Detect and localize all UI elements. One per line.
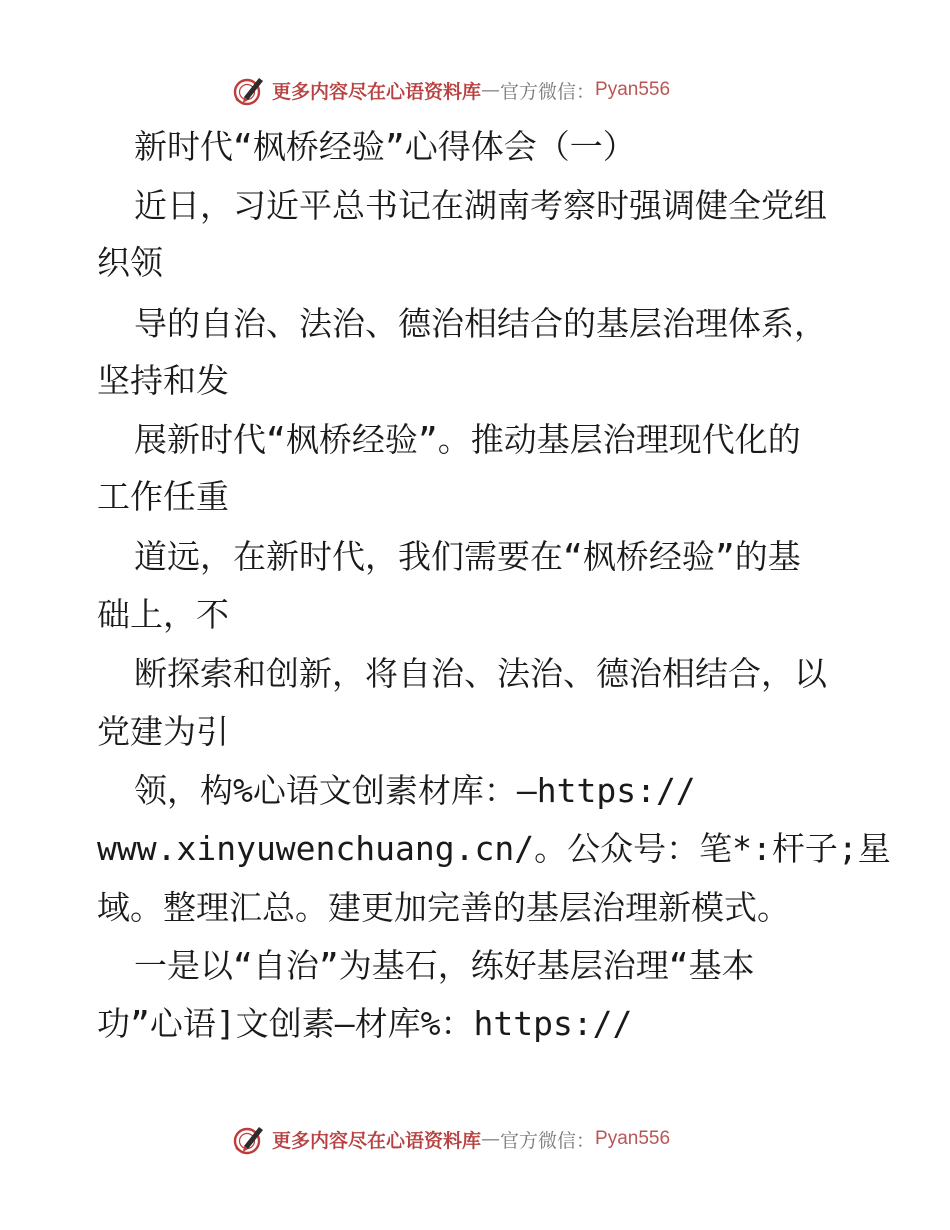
banner-wechat-label: 官方微信：	[500, 80, 596, 103]
doc-line: 工作任重	[97, 477, 229, 516]
doc-line: 功”心语]文创素—材库%：https://	[97, 1004, 633, 1043]
doc-line: 党建为引	[97, 712, 229, 751]
doc-line: 领，构%心语文创素材库：—https://	[134, 771, 696, 810]
doc-line: www.xinyuwenchuang.cn/。公众号：笔*:杆子;星	[97, 829, 891, 868]
fountain-pen-logo-icon	[232, 73, 266, 107]
header-banner	[232, 70, 670, 110]
banner-wechat-id: Pyan556	[595, 1128, 671, 1149]
doc-line: 道远，在新时代，我们需要在“枫桥经验”的基	[134, 537, 801, 576]
doc-line: 近日，习近平总书记在湖南考察时强调健全党组	[134, 186, 827, 225]
banner-separator: —	[481, 1128, 501, 1150]
doc-line: 础上，不	[97, 595, 229, 634]
banner-wechat-id: Pyan556	[595, 79, 671, 100]
banner-separator: —	[481, 79, 501, 101]
banner-main-text: 更多内容尽在心语资料库	[272, 1129, 482, 1152]
doc-title: 新时代“枫桥经验”心得体会（一）	[134, 127, 636, 166]
doc-line: 域。整理汇总。建更加完善的基层治理新模式。	[97, 888, 790, 927]
banner-main-text: 更多内容尽在心语资料库	[272, 80, 482, 103]
doc-line: 断探索和创新，将自治、法治、德治相结合，以	[134, 654, 827, 693]
doc-line: 导的自治、法治、德治相结合的基层治理体系，	[134, 304, 827, 343]
doc-line: 织领	[97, 243, 163, 282]
doc-line: 坚持和发	[97, 361, 229, 400]
footer-banner	[232, 1119, 670, 1159]
banner-wechat-label: 官方微信：	[500, 1129, 596, 1152]
doc-line: 展新时代“枫桥经验”。推动基层治理现代化的	[134, 420, 801, 459]
doc-line: 一是以“自治”为基石，练好基层治理“基本	[134, 946, 755, 985]
fountain-pen-logo-icon	[232, 1122, 266, 1156]
